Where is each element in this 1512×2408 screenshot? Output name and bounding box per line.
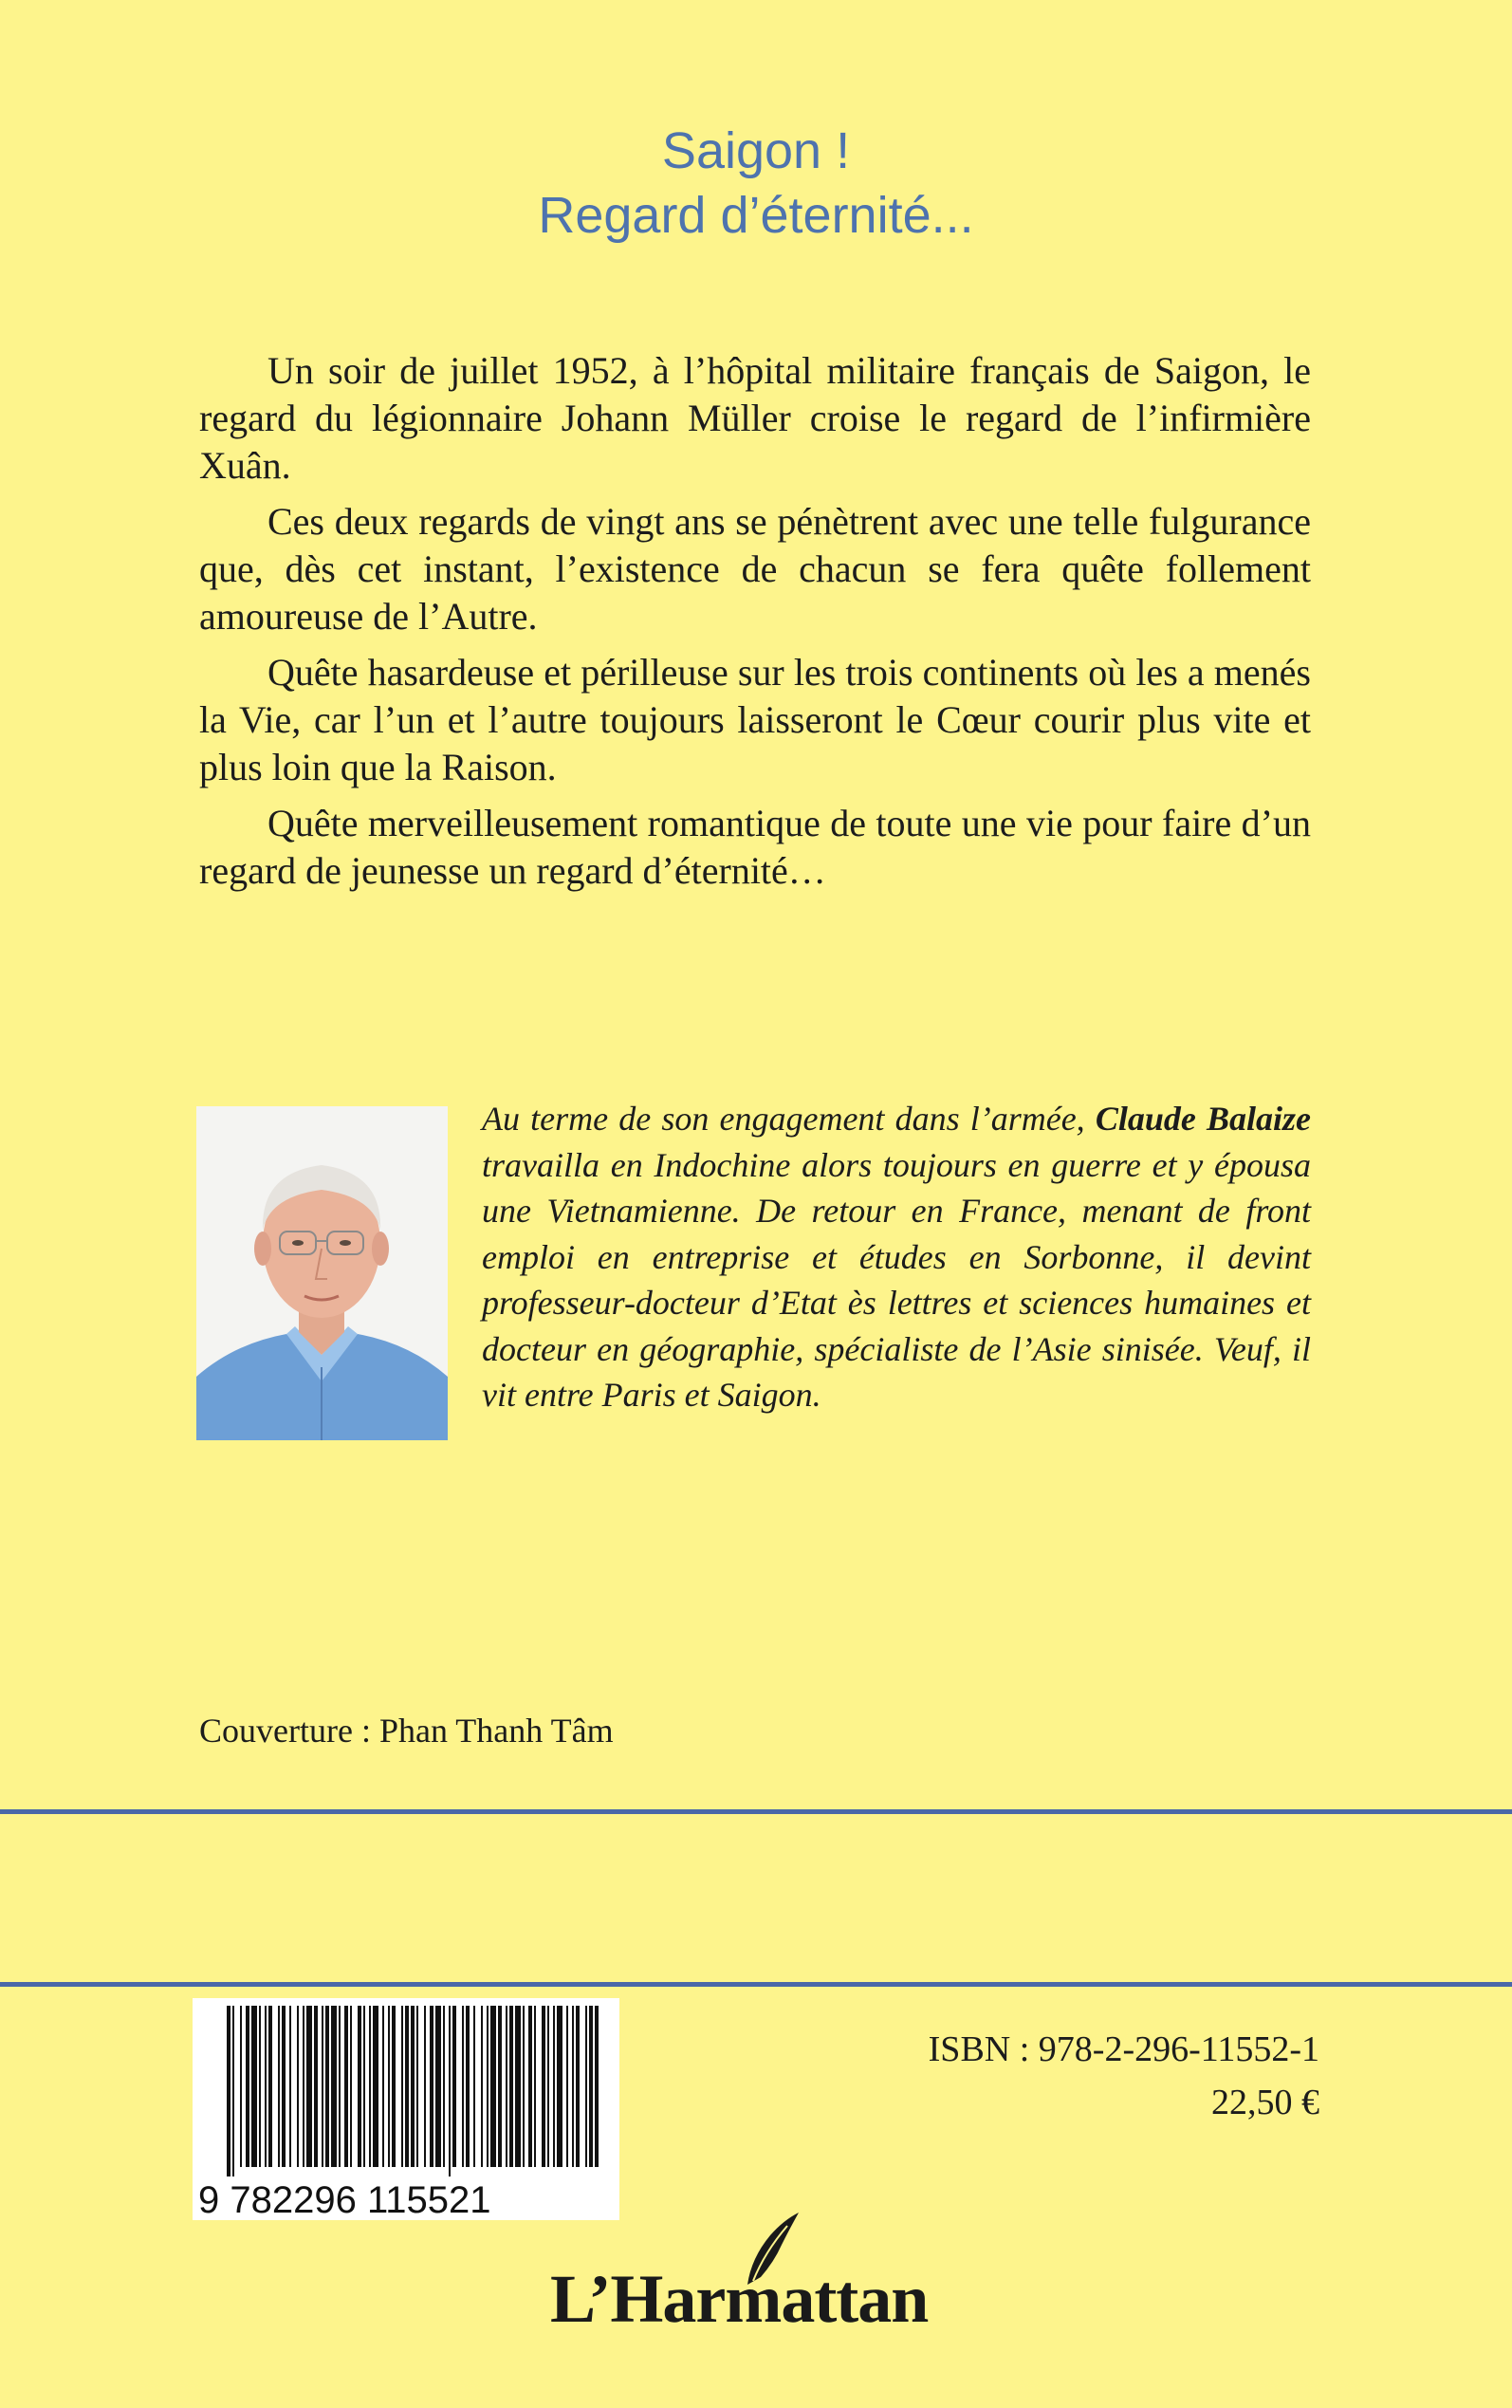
title-line-2: Regard d’éternité... <box>538 187 974 244</box>
barcode-bar <box>392 2006 396 2167</box>
barcode-bar <box>473 2006 475 2167</box>
barcode-bar <box>297 2006 299 2167</box>
barcode-bar <box>452 2006 456 2167</box>
barcode-bar <box>314 2006 318 2167</box>
barcode-bar <box>528 2006 532 2167</box>
synopsis-paragraph-1: Un soir de juillet 1952, à l’hôpital militaire français de Saigon, le regard du légionnaire Johann Müller croise le regard de l’infirmière Xuân. <box>199 349 1311 487</box>
synopsis-paragraph-4: Quête merveilleusement romantique de toute une vie pour faire d’un regard de jeunesse un regard d’éternité… <box>199 802 1311 892</box>
barcode <box>193 1998 619 2220</box>
barcode-bar <box>358 2006 361 2167</box>
barcode-bar <box>487 2006 489 2167</box>
barcode-bar <box>435 2006 441 2167</box>
bio-intro: Au terme de son engagement dans l’armée, <box>482 1100 1096 1138</box>
synopsis-paragraph-3: Quête hasardeuse et périlleuse sur les trois continents où les a menés la Vie, car l’un et l’autre toujours laisseront le Cœur courir plus vite et plus loin que la Raison. <box>199 651 1311 788</box>
barcode-bar <box>481 2006 483 2167</box>
barcode-bar <box>373 2006 378 2167</box>
barcode-bar <box>416 2006 418 2167</box>
barcode-bar <box>331 2006 337 2167</box>
isbn-block <box>929 2023 1319 2129</box>
publisher-name: L’Harmattan <box>550 2261 929 2337</box>
barcode-bar <box>246 2006 249 2167</box>
title-line-1: Saigon ! <box>661 122 851 179</box>
barcode-bar <box>339 2006 341 2167</box>
barcode-bar <box>466 2006 470 2167</box>
barcode-bar <box>430 2006 433 2167</box>
barcode-bar <box>369 2006 371 2167</box>
barcode-bar <box>282 2006 286 2167</box>
cover-credit: Couverture : Phan Thanh Tâm <box>199 1712 614 1750</box>
barcode-bar <box>585 2006 587 2167</box>
barcode-bar <box>303 2006 304 2167</box>
barcode-bar <box>509 2006 513 2167</box>
barcode-digits: 9 782296 115521 <box>198 2179 491 2220</box>
barcode-bar <box>265 2006 267 2167</box>
barcode-bar <box>523 2006 525 2167</box>
barcode-bar <box>576 2006 580 2167</box>
synopsis <box>199 347 1311 903</box>
barcode-bar <box>542 2006 545 2167</box>
barcode-bar <box>322 2006 323 2167</box>
publisher-logo <box>550 2211 949 2343</box>
isbn: ISBN : 978-2-296-11552-1 <box>928 2029 1319 2069</box>
synopsis-paragraph-2: Ces deux regards de vingt ans se pénètrent avec une telle fulgurance que, dès cet instant, l’existence de chacun se fera quête follement amoureuse de l’Autre. <box>199 500 1311 638</box>
barcode-bar <box>306 2006 312 2167</box>
barcode-bar <box>506 2006 507 2167</box>
author-photo <box>196 1106 448 1440</box>
barcode-bar <box>557 2006 562 2167</box>
barcode-bar <box>232 2006 234 2176</box>
barcode-bar <box>498 2006 502 2167</box>
divider-top <box>0 1809 1512 1814</box>
barcode-bar <box>344 2006 348 2167</box>
bio-body: travailla en Indochine alors toujours en guerre et y épousa une Vietnamienne. De retour en France, menant de front emploi en entreprise et études en Sorbonne, il devint professeur-docteur d’Etat ès lettres et sciences humaines et docteur en géographie, spécialiste de l’Asie sinisée. Veuf, il vit entre Paris et Saigon. <box>482 1145 1311 1414</box>
author-name: Claude Balaize <box>1095 1100 1311 1138</box>
barcode-bar <box>251 2006 257 2167</box>
barcode-bar <box>566 2006 568 2167</box>
barcode-bar <box>259 2006 261 2167</box>
barcode-bar <box>405 2006 409 2167</box>
barcode-bar <box>363 2006 365 2167</box>
barcode-bar <box>268 2006 272 2167</box>
author-bio <box>482 1096 1311 1418</box>
barcode-bar <box>490 2006 496 2167</box>
barcode-bar <box>227 2006 230 2176</box>
barcode-bar <box>240 2006 242 2167</box>
barcode-bar <box>534 2006 536 2167</box>
barcode-bar <box>572 2006 574 2167</box>
barcode-bar <box>589 2006 593 2167</box>
barcode-bar <box>462 2006 464 2167</box>
barcode-bar <box>595 2006 599 2167</box>
barcode-bar <box>553 2006 555 2167</box>
barcode-bar <box>424 2006 426 2167</box>
barcode-bars <box>193 1998 619 2220</box>
barcode-bar <box>289 2006 291 2167</box>
barcode-bar <box>449 2006 451 2176</box>
barcode-bar <box>401 2006 403 2167</box>
barcode-bar <box>515 2006 521 2167</box>
barcode-bar <box>547 2006 549 2167</box>
divider-bottom <box>0 1982 1512 1987</box>
price: 22,50 € <box>1211 2083 1319 2122</box>
barcode-bar <box>411 2006 415 2167</box>
barcode-bar <box>388 2006 390 2167</box>
barcode-bar <box>382 2006 384 2167</box>
barcode-bar <box>443 2006 445 2167</box>
barcode-bar <box>278 2006 280 2167</box>
barcode-bar <box>325 2006 329 2167</box>
barcode-bar <box>350 2006 352 2167</box>
book-title <box>0 119 1512 248</box>
